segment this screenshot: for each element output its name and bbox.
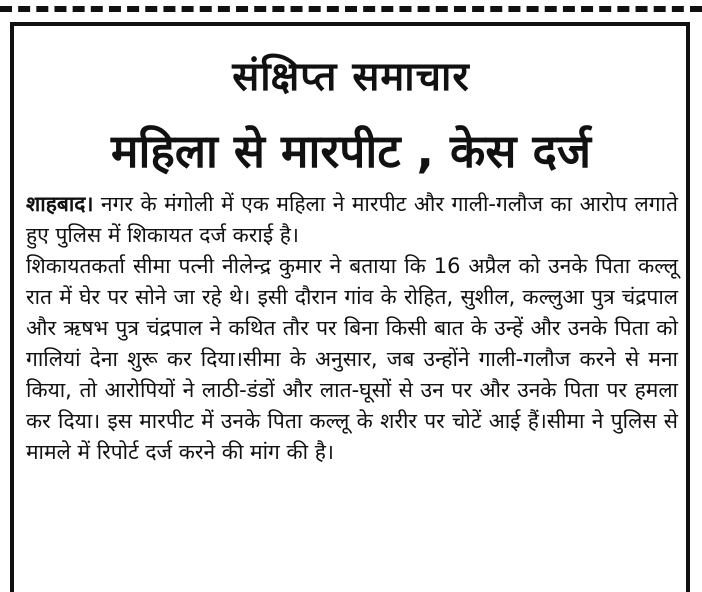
article-headline: महिला से मारपीट , केस दर्ज [110, 124, 592, 178]
lead-text: नगर के मंगोली में एक महिला ने मारपीट और गाली-गलौज का आरोप लगाते हुए पुलिस में शिकायत दर्ज कराई है। [26, 192, 678, 247]
article-body-paragraph: शिकायतकर्ता सीमा पत्नी नीलेन्द्र कुमार ने बताया कि 16 अप्रैल को उनके पिता कल्लू रात में घेर पर सोने जा रहे थे। इसी दौरान गांव के रोहित, सुशील, कल्लुआ पुत्र चंद्रपाल और ऋषभ पुत्र चंद्रपाल ने कथित तौर पर बिना किसी बात के उन्हें और उनके पिता को गालियां देना शुरू कर दिया।सीमा के अनुसार, जब उन्होंने गाली-गलौज करने से मना किया, तो आरोपियों ने लाठी-डंडों और लात-घूसों से उन पर और उनके पिता पर हमला कर दिया। इस मारपीट में उनके पिता कल्लू के शरीर पर चोटें आई हैं।सीमा ने पुलिस से मामले में रिपोर्ट दर्ज करने की मांग की है। [26, 254, 678, 464]
top-dashed-border [0, 6, 702, 12]
dateline: शाहबाद। [26, 192, 94, 216]
article-body [26, 189, 678, 468]
article-lead-paragraph [26, 189, 678, 251]
section-title: संक्षिप्त समाचार [232, 54, 470, 100]
